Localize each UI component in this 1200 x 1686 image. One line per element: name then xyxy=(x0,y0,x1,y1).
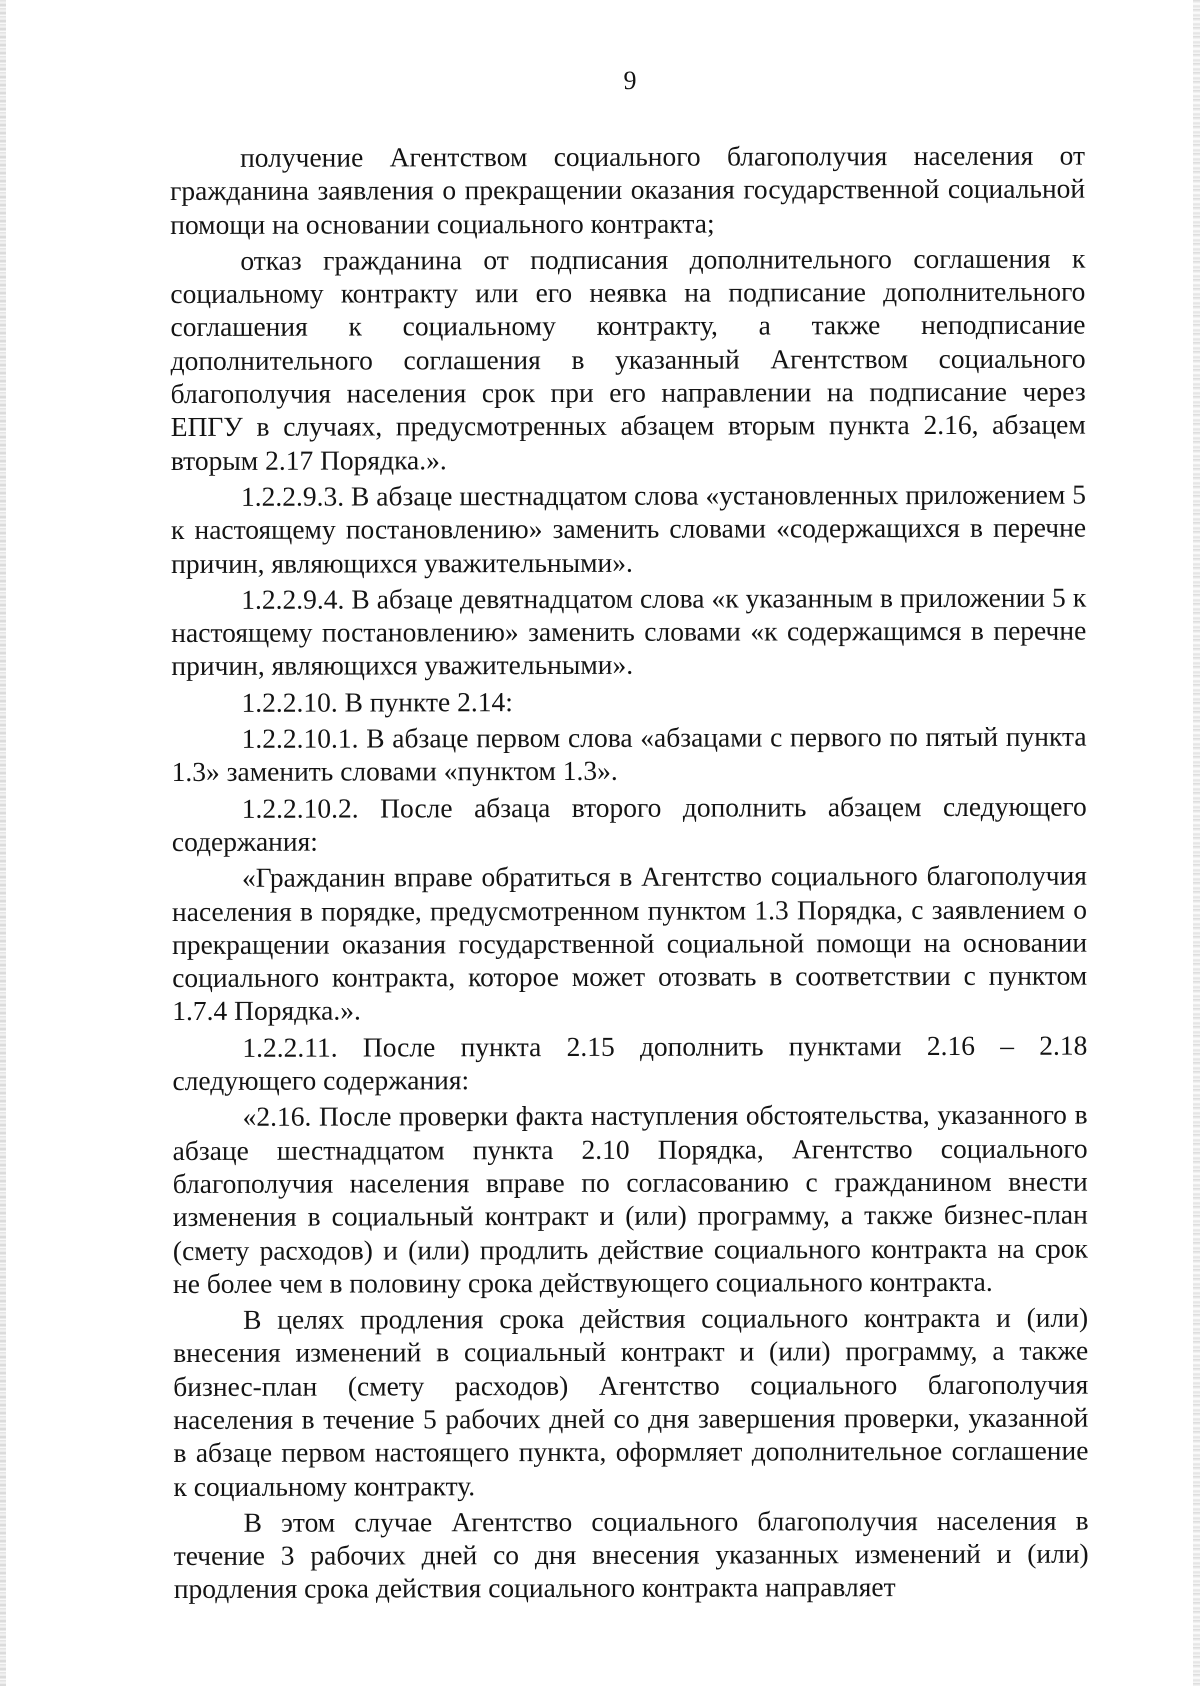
paragraph-1-2-2-11: 1.2.2.11. После пункта 2.15 дополнить пунктами 2.16 – 2.18 следующего содержания: xyxy=(172,1029,1088,1097)
paragraph-1-2-2-10: 1.2.2.10. В пункте 2.14: xyxy=(241,685,513,718)
page-number: 9 xyxy=(623,66,637,95)
document-body xyxy=(170,139,1089,1606)
paragraph-contract-extension: В целях продления срока действия социального контракта и (или) внесения изменений в социальный контракт и (или) программу, а также бизнес-план (смету расходов) Агентство социального благополучия населения в течение 5 рабочих дней со дня завершения проверки, указанной в абзаце первом настоящего пункта, оформляет дополнительное соглашение к социальному контракту. xyxy=(173,1301,1089,1502)
paragraph-citizen-right: «Гражданин вправе обратиться в Агентство социального благополучия населения в порядке, предусмотренном пунктом 1.3 Порядка, с заявлением о прекращении оказания государственной социальной помощи на основании социального контракта, которое может отозвать в соответствии с пунктом 1.7.4 Порядка.». xyxy=(171,859,1088,1027)
paragraph-1-2-2-9-4: 1.2.2.9.4. В абзаце девятнадцатом слова «к указанным в приложении 5 к настоящему постановлению» заменить словами «к содержащимся в перечне причин, являющихся уважительными». xyxy=(171,581,1087,682)
paragraph-refusal-to-sign: отказ гражданина от подписания дополнительного соглашения к социальному контракту или его неявка на подписание дополнительного соглашения к социальному контракту, а также неподписание дополнительного соглашения в указанный Агентством социального благополучия населения срок при его направлении на подписание через ЕПГУ в случаях, предусмотренных абзацем вторым пункта 2.16, абзацем вторым 2.17 Порядка.». xyxy=(170,242,1086,476)
paragraph-termination-application: получение Агентством социального благополучия населения от гражданина заявления о прекращении оказания государственной социальной помощи на основании социального контракта; xyxy=(170,139,1086,240)
paragraph-in-this-case: В этом случае Агентство социального благополучия населения в течение 3 рабочих дней со дня внесения указанных изменений и (или) продления срока действия социального контракта направляет xyxy=(173,1504,1089,1605)
paragraph-1-2-2-10-1: 1.2.2.10.1. В абзаце первом слова «абзацами с первого по пятый пункта 1.3» заменить словами «пунктом 1.3». xyxy=(171,720,1087,788)
scan-edge-right xyxy=(1193,0,1200,1686)
paragraph-1-2-2-10-2: 1.2.2.10.2. После абзаца второго дополнить абзацем следующего содержания: xyxy=(171,790,1087,857)
paragraph-1-2-2-9-3: 1.2.2.9.3. В абзаце шестнадцатом слова «установленных приложением 5 к настоящему постановлению» заменить словами «содержащихся в перечне причин, являющихся уважительными». xyxy=(170,478,1087,579)
paragraph-2-16: «2.16. После проверки факта наступления обстоятельства, указанного в абзаце шестнадцатом пункта 2.10 Порядка, Агентство социального благополучия населения вправе по согласованию с гражданином внести изменения в социальный контракт и (или) программу, а также бизнес-план (смету расходов) и (или) продлить действие социального контракта на срок не более чем в половину срока действующего социального контракта. xyxy=(172,1098,1088,1299)
scan-edge-left xyxy=(0,0,6,1686)
